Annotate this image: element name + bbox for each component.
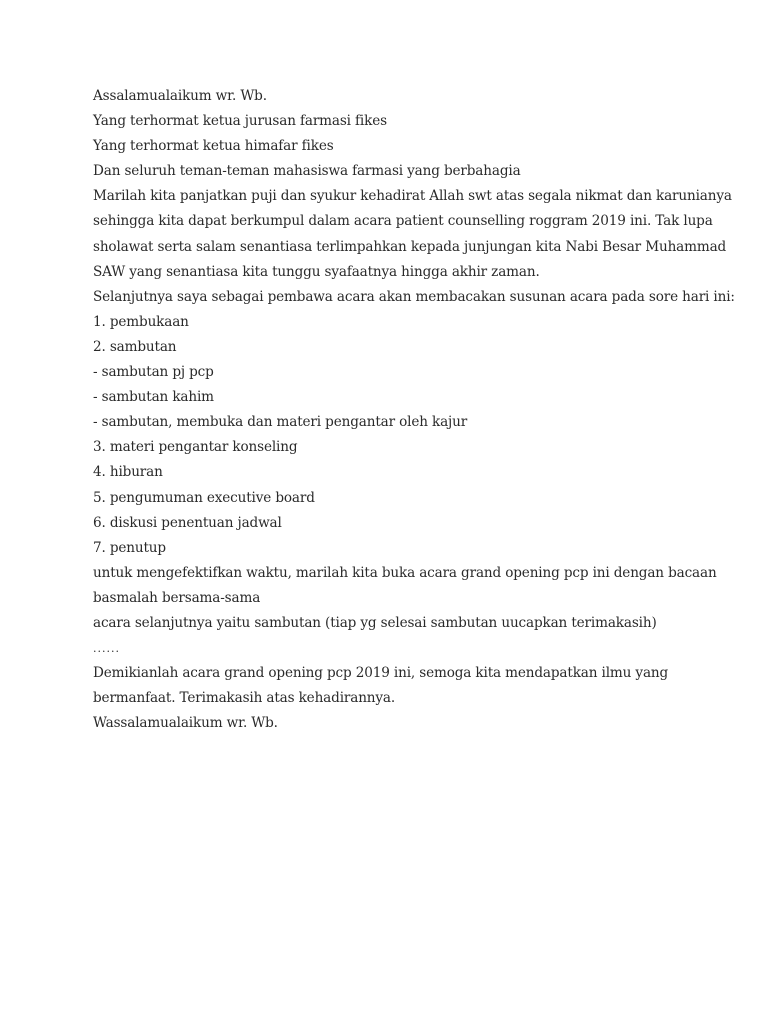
opening-paragraph-line-3: sholawat serta salam senantiasa terlimpahkan kepada junjungan kita Nabi Besar Muhammad bbox=[93, 238, 727, 255]
agenda-item: 7. penutup bbox=[93, 539, 166, 556]
agenda-subitem: - sambutan, membuka dan materi pengantar oleh kajur bbox=[93, 414, 468, 431]
greeting-line: Assalamualaikum wr. Wb. bbox=[93, 88, 267, 104]
agenda-item: 3. materi pengantar konseling bbox=[93, 439, 298, 456]
opening-paragraph-line-1: Marilah kita panjatkan puji dan syukur kehadirat Allah swt atas segala nikmat dan karunianya bbox=[93, 188, 732, 205]
opening-instruction-line-1: untuk mengefektifkan waktu, marilah kita buka acara grand opening pcp ini dengan bacaan bbox=[93, 564, 717, 581]
agenda-item: 5. pengumuman executive board bbox=[93, 489, 315, 506]
opening-instruction-line-2: basmalah bersama-sama bbox=[93, 589, 261, 606]
salutation-line-3: Dan seluruh teman-teman mahasiswa farmasi yang berbahagia bbox=[93, 163, 521, 180]
document-body bbox=[93, 84, 735, 736]
closing-paragraph-line-2: bermanfaat. Terimakasih atas kehadirannya. bbox=[93, 690, 396, 707]
agenda-subitem: - sambutan kahim bbox=[93, 389, 214, 406]
agenda-item: 2. sambutan bbox=[93, 338, 177, 355]
agenda-intro-line: Selanjutnya saya sebagai pembawa acara akan membacakan susunan acara pada sore hari ini: bbox=[93, 288, 735, 305]
agenda-subitem: - sambutan pj pcp bbox=[93, 364, 214, 381]
opening-paragraph-line-2: sehingga kita dapat berkumpul dalam acara patient counselling roggram 2019 ini. Tak lupa bbox=[93, 213, 713, 230]
salutation-line-2: Yang terhormat ketua himafar fikes bbox=[93, 138, 334, 155]
farewell-line: Wassalamualaikum wr. Wb. bbox=[93, 715, 278, 732]
salutation-line-1: Yang terhormat ketua jurusan farmasi fikes bbox=[93, 113, 387, 130]
agenda-item: 1. pembukaan bbox=[93, 313, 189, 330]
closing-paragraph-line-1: Demikianlah acara grand opening pcp 2019 ini, semoga kita mendapatkan ilmu yang bbox=[93, 665, 669, 682]
agenda-item: 6. diskusi penentuan jadwal bbox=[93, 514, 282, 531]
agenda-item: 4. hiburan bbox=[93, 464, 163, 481]
ellipsis-line: ...... bbox=[93, 642, 120, 656]
opening-paragraph-line-4: SAW yang senantiasa kita tunggu syafaatnya hingga akhir zaman. bbox=[93, 263, 540, 280]
next-agenda-line: acara selanjutnya yaitu sambutan (tiap yg selesai sambutan uucapkan terimakasih) bbox=[93, 614, 657, 631]
